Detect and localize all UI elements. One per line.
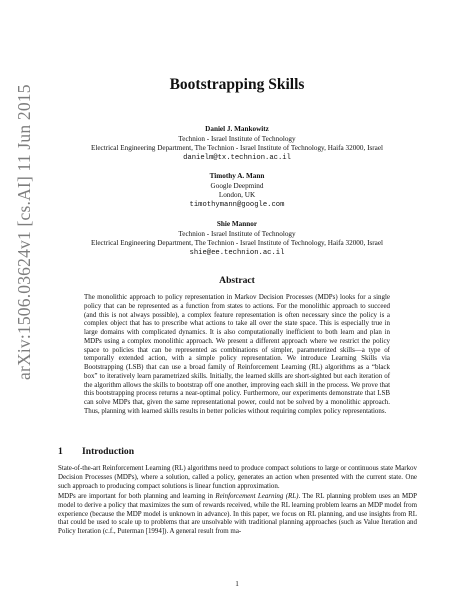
abstract-text: The monolithic approach to policy representation in Markov Decision Processes (MDPs) looks for a single policy that can be represented as a function from states to actions. For the monolithic approach to succeed (and this is not always possible), a complex feature representation is often necessary since the policy is a complex object that has to prescribe what actions to take all over the state space. This is especially true in large domains with complicated dynamics. It is also computationally inefficient to both learn and plan in MDPs using a complex monolithic approach. We present a different approach where we restrict the policy space to policies that can be represented as combinations of simpler, parameterized skills—a type of temporally extended action, with a simple policy representation. We introduce Learning Skills via Bootstrapping (LSB) that can use a broad family of Reinforcement Learning (RL) algorithms as a “black box” to iteratively learn parametrized skills. Initially, the learned skills are short-sighted but each iteration of the algorithm allows the skills to bootstrap off one another, improving each skill in the process. We prove that this bootstrapping process returns a near-optimal policy. Furthermore, our experiments demonstrate that LSB can solve MDPs that, given the same representational power, could not be solved by a monolithic approach. Thus, planning with learned skills results in better policies without requiring complex policy representations. <box>84 293 390 415</box>
author-email: danielm@tx.technion.ac.il <box>183 153 291 162</box>
arxiv-stamp: arXiv:1506.03624v1 [cs.AI] 11 Jun 2015 <box>14 84 34 380</box>
author-block-2 <box>0 172 474 210</box>
section-heading <box>58 446 134 457</box>
author-name: Timothy A. Mann <box>209 172 265 180</box>
author-name: Daniel J. Mankowitz <box>205 125 269 133</box>
paper-title: Bootstrapping Skills <box>169 76 305 93</box>
author-email: shie@ee.technion.ac.il <box>189 248 285 257</box>
section-number: 1 <box>58 446 63 457</box>
author-email: timothymann@google.com <box>189 200 285 209</box>
page-number: 1 <box>235 580 239 588</box>
intro-paragraph-2 <box>58 492 417 536</box>
author-affiliation: Technion - Israel Institute of Technology <box>178 134 296 143</box>
author-affiliation: Electrical Engineering Department, The Technion - Israel Institute of Technology, Haifa 32000, Israel <box>90 239 384 248</box>
author-affiliation: Technion - Israel Institute of Technology <box>178 229 296 238</box>
paragraph-text: . The RL planning problem uses an MDP model to derive a policy that maximizes the sum of rewards received, while the RL learning problem learns an MDP model from experience (because the MDP model is unknown in advance). In this paper, we focus on RL planning, and use insights from RL that could be used to scale up to problems that are unsolvable with traditional planning approaches (such as Value Iteration and Policy Iteration (c.f., Puterman [1994]). A general result from ma- <box>58 492 417 535</box>
author-affiliation: Google Deepmind <box>210 181 264 190</box>
author-affiliation: London, UK <box>218 191 256 200</box>
emphasis-text: Reinforcement Learning (RL) <box>215 492 299 500</box>
author-name: Shie Mannor <box>216 220 258 228</box>
section-title: Introduction <box>82 446 135 457</box>
author-block-1 <box>0 125 474 163</box>
abstract-heading: Abstract <box>219 275 255 286</box>
intro-paragraph-1: State-of-the-art Reinforcement Learning (RL) algorithms need to produce compact solutions to large or continuous state Markov Decision Processes (MDPs), where a solution, called a policy, generates an action when presented with the current state. One such approach to producing compact solutions is linear function approximation. <box>58 464 417 490</box>
paragraph-text: MDPs are important for both planning and learning in <box>58 492 216 500</box>
author-affiliation: Electrical Engineering Department, The Technion - Israel Institute of Technology, Haifa 32000, Israel <box>90 144 384 153</box>
author-block-3 <box>0 220 474 258</box>
